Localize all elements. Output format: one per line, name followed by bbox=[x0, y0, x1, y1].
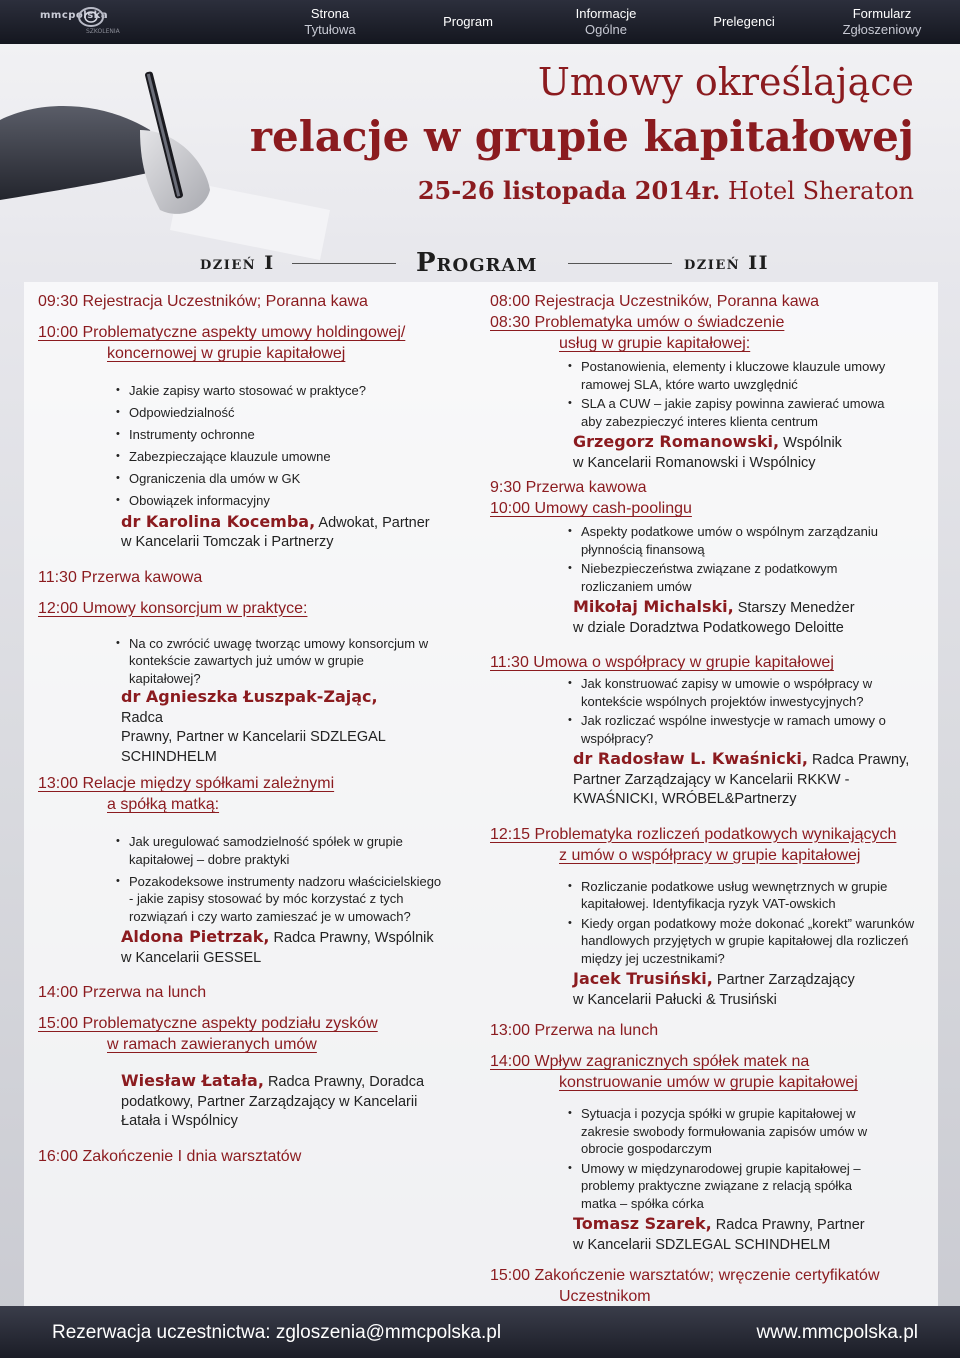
program-title: Program bbox=[416, 248, 538, 278]
speaker-firm: w Kancelarii Pałucki & Trusiński bbox=[573, 991, 777, 1008]
bullet-item: • Aspekty podatkowe umów o wspólnym zarządzaniu płynnością finansową bbox=[568, 523, 908, 558]
bullet-item: • Zabezpieczające klauzule umowne bbox=[116, 448, 458, 466]
speaker bbox=[573, 1214, 930, 1255]
day-2-column bbox=[490, 282, 930, 1307]
nav-item-speakers[interactable] bbox=[684, 0, 804, 44]
agenda-item-text: 15:00 Zakończenie warsztatów; wręczenie certyfikatów bbox=[490, 1267, 880, 1284]
speaker-firm: podatkowy, Partner Zarządzający w Kancelarii bbox=[121, 1093, 418, 1110]
speaker-role: Radca bbox=[121, 709, 163, 726]
speaker-firm: w Kancelarii Romanowski i Wspólnicy bbox=[573, 454, 816, 471]
bullet-item: • Na co zwrócić uwagę tworząc umowy konsorcjum w kontekście zawartych już umów w grupie kapitałowej? bbox=[116, 635, 436, 688]
agenda-item-title-cont: usług w grupie kapitałowej: bbox=[559, 335, 751, 352]
logo[interactable] bbox=[40, 6, 135, 36]
agenda-item bbox=[490, 1265, 930, 1307]
bullet-item: • Sytuacja i pozycja spółki w grupie kapitałowej w zakresie swobody formułowania zapisów umów w obrocie gospodarczym bbox=[568, 1105, 888, 1158]
logo-subtext: SZKOLENIA bbox=[86, 28, 120, 35]
event-date-venue bbox=[418, 176, 914, 205]
bullet-list bbox=[116, 833, 446, 925]
agenda-item-title: 10:00 Problematyczne aspekty umowy holdingowej/ bbox=[38, 324, 406, 341]
speaker-role: Adwokat, Partner bbox=[318, 514, 430, 531]
nav-item-program[interactable] bbox=[408, 0, 528, 44]
nav-label: Tytułowa bbox=[304, 22, 356, 37]
speaker-firm: KWAŚNICKI, WRÓBEL&Partnerzy bbox=[573, 791, 797, 807]
speaker-role: Radca Prawny, bbox=[812, 752, 910, 768]
speaker-name: Jacek Trusiński, bbox=[573, 969, 713, 988]
bullet-list bbox=[568, 878, 918, 968]
divider bbox=[292, 263, 396, 264]
event-date: 25-26 listopada 2014r. bbox=[417, 176, 721, 205]
agenda-item-title: 14:00 Wpływ zagranicznych spółek matek na bbox=[490, 1053, 810, 1070]
speaker-role: Radca Prawny, Wspólnik bbox=[273, 930, 434, 946]
speaker bbox=[573, 432, 930, 473]
speaker-firm: Partner Zarządzający w Kancelarii RKKW - bbox=[573, 771, 850, 788]
nav-label: Ogólne bbox=[585, 22, 627, 37]
speaker-name: dr Radosław L. Kwaśnicki, bbox=[573, 749, 808, 768]
title-line-2: relacje w grupie kapitałowej bbox=[249, 112, 914, 161]
nav-label: Informacje bbox=[575, 6, 637, 21]
agenda-item-title: 13:00 Relacje między spółkami zależnymi bbox=[38, 775, 335, 792]
speaker-firm: Łatała i Wspólnicy bbox=[121, 1113, 238, 1129]
speaker-role: Partner Zarządzający bbox=[716, 972, 855, 988]
bullet-item: • Pozakodeksowe instrumenty nadzoru właścicielskiego - jakie zapisy stosować by móc korzystać z tych rozwiązań i czy warto zamieszać je w umowach? bbox=[116, 873, 446, 926]
agenda-item bbox=[490, 498, 930, 519]
agenda-item-title: 12:15 Problematyka rozliczeń podatkowych wynikających bbox=[490, 825, 897, 843]
speaker-firm: w Kancelarii GESSEL bbox=[121, 949, 262, 966]
agenda-item-title-cont: a spółką matką: bbox=[107, 796, 220, 813]
agenda-item-text: 14:00 Przerwa na lunch bbox=[38, 984, 207, 1001]
agenda-item-text: 16:00 Zakończenie I dnia warsztatów bbox=[38, 1147, 302, 1165]
nav-label: Strona bbox=[310, 6, 350, 21]
bullet-item: • Postanowienia, elementy i kluczowe klauzule umowy ramowej SLA, które warto uwzględnić bbox=[568, 358, 908, 393]
agenda-item-title-cont: z umów o współpracy w grupie kapitałowej bbox=[559, 846, 861, 864]
footer bbox=[0, 1306, 960, 1358]
agenda-item-title-cont: konstruowanie umów w grupie kapitałowej bbox=[559, 1074, 858, 1091]
bullet-item: • Niebezpieczeństwa związane z podatkowym rozliczaniem umów bbox=[568, 560, 908, 595]
agenda-item bbox=[490, 824, 930, 866]
agenda-item bbox=[38, 773, 458, 815]
agenda-item-text: 13:00 Przerwa na lunch bbox=[490, 1022, 659, 1039]
speaker-firm: w Kancelarii SDZLEGAL SCHINDHELM bbox=[573, 1236, 831, 1253]
program-heading bbox=[0, 248, 960, 280]
bullet-item: • Kiedy organ podatkowy może dokonać „korekt” warunków handlowych przyjętych w grupie kapitałowej dla rozliczeń między jej uczestnikami? bbox=[568, 915, 918, 968]
speaker-firm: SCHINDHELM bbox=[121, 748, 217, 765]
bullet-item: • Umowy w międzynarodowej grupie kapitałowej – problemy praktyczne związane z relacją spółka matka – spółka córka bbox=[568, 1160, 888, 1213]
nav-item-title-page[interactable] bbox=[270, 0, 390, 44]
speaker bbox=[573, 597, 930, 638]
speaker-firm: w Kancelarii Tomczak i Partnerzy bbox=[121, 534, 334, 550]
agenda-item bbox=[38, 598, 458, 619]
nav-label: Program bbox=[443, 14, 493, 29]
bullet-item: • Rozliczanie podatkowe usług wewnętrznych w grupie kapitałowej. Identyfikacja ryzyk VAT-owskich bbox=[568, 878, 918, 913]
speaker-name: Wiesław Łatała, bbox=[121, 1071, 264, 1090]
nav-label: Formularz bbox=[852, 6, 912, 21]
agenda-item-title-cont: w ramach zawieranych umów bbox=[107, 1036, 317, 1053]
bullet-list bbox=[568, 1105, 888, 1212]
day-1-column bbox=[38, 282, 458, 1167]
nav-item-general-info[interactable] bbox=[546, 0, 666, 44]
agenda-item bbox=[38, 322, 458, 364]
speaker-firm: Prawny, Partner w Kancelarii SDZLEGAL bbox=[121, 729, 386, 745]
agenda-item-title: 12:00 Umowy konsorcjum w praktyce: bbox=[38, 599, 308, 617]
agenda-item-text: 09:30 Rejestracja Uczestników; Poranna kawa bbox=[38, 293, 368, 310]
agenda-item bbox=[38, 291, 458, 312]
agenda-item-title: 10:00 Umowy cash-poolingu bbox=[490, 500, 692, 517]
nav-item-registration-form[interactable] bbox=[822, 0, 942, 44]
day-2-label: dzień II bbox=[684, 252, 770, 274]
agenda-item-text: 9:30 Przerwa kawowa bbox=[490, 479, 647, 496]
divider bbox=[568, 263, 672, 264]
agenda-item-title: 15:00 Problematyczne aspekty podziału zysków bbox=[38, 1015, 378, 1032]
speaker-name: Tomasz Szarek, bbox=[573, 1214, 712, 1233]
agenda-item bbox=[38, 567, 458, 588]
speaker-firm: w dziale Doradztwa Podatkowego Deloitte bbox=[573, 619, 844, 636]
website-link[interactable]: www.mmcpolska.pl bbox=[756, 1322, 918, 1343]
agenda-item-text: 11:30 Przerwa kawowa bbox=[38, 568, 203, 586]
speaker bbox=[121, 927, 458, 968]
speaker-name: dr Agnieszka Łuszpak-Zając, bbox=[121, 687, 378, 706]
event-venue: Hotel Sheraton bbox=[728, 177, 914, 205]
registration-email-link[interactable]: Rezerwacja uczestnictwa: zgloszenia@mmcpolska.pl bbox=[52, 1322, 502, 1343]
nav-label: Prelegenci bbox=[713, 14, 775, 29]
bullet-item: • Jakie zapisy warto stosować w praktyce? bbox=[116, 382, 458, 400]
speaker bbox=[121, 1071, 441, 1132]
agenda-item-title: 11:30 Umowa o współpracy w grupie kapitałowej bbox=[490, 654, 834, 671]
speaker-name: Aldona Pietrzak, bbox=[121, 927, 270, 946]
bullet-item: • Jak uregulować samodzielność spółek w grupie kapitałowej – dobre praktyki bbox=[116, 833, 446, 868]
bullet-item: • Ograniczenia dla umów w GK bbox=[116, 470, 458, 488]
speaker bbox=[121, 687, 421, 767]
agenda-item bbox=[38, 982, 458, 1003]
logo-ring-icon bbox=[76, 6, 106, 28]
bullet-list bbox=[568, 523, 908, 595]
bullet-item: • Obowiązek informacyjny bbox=[116, 492, 458, 510]
speaker-name: Mikołaj Michalski, bbox=[573, 597, 734, 616]
day-1-label: dzień I bbox=[200, 252, 275, 274]
bullet-item: • Odpowiedzialność bbox=[116, 404, 458, 422]
agenda-item-text-cont: Uczestnikom bbox=[559, 1288, 651, 1305]
agenda-item-text: 08:00 Rejestracja Uczestników, Poranna kawa bbox=[490, 293, 820, 310]
speaker-name: dr Karolina Kocemba, bbox=[121, 511, 316, 531]
bullet-item: • Instrumenty ochronne bbox=[116, 426, 458, 444]
agenda-item-title-cont: koncernowej w grupie kapitałowej bbox=[107, 345, 346, 362]
agenda-item bbox=[490, 291, 930, 312]
bullet-list bbox=[116, 635, 436, 688]
speaker-role: Starszy Menedżer bbox=[737, 600, 855, 616]
agenda-item-title: 08:30 Problematyka umów o świadczenie bbox=[490, 314, 785, 331]
bullet-item: • SLA a CUW – jakie zapisy powinna zawierać umowa aby zabezpieczyć interes klienta centrum bbox=[568, 395, 908, 430]
agenda-item bbox=[490, 1051, 930, 1093]
agenda-item bbox=[38, 1013, 458, 1055]
bullet-item: • Jak konstruować zapisy w umowie o współpracy w kontekście wspólnych projektów inwestycyjnych? bbox=[568, 675, 908, 710]
agenda-item bbox=[490, 1020, 930, 1041]
speaker-role: Radca Prawny, Doradca bbox=[267, 1074, 425, 1090]
bullet-list bbox=[568, 675, 908, 747]
agenda-item bbox=[490, 312, 930, 354]
bullet-list bbox=[568, 358, 908, 430]
agenda-item bbox=[490, 477, 930, 498]
speaker-role: Wspólnik bbox=[783, 435, 842, 451]
bullet-list bbox=[116, 382, 458, 510]
nav-label: Zgłoszeniowy bbox=[842, 22, 922, 37]
bullet-item: • Jak rozliczać wspólne inwestycje w ramach umowy o współpracy? bbox=[568, 712, 908, 747]
agenda-item bbox=[490, 652, 930, 673]
speaker bbox=[573, 969, 930, 1010]
agenda-item bbox=[38, 1146, 458, 1167]
speaker-role: Radca Prawny, Partner bbox=[715, 1217, 865, 1233]
speaker bbox=[121, 512, 458, 553]
speaker-name: Grzegorz Romanowski, bbox=[573, 432, 780, 451]
speaker bbox=[573, 749, 930, 810]
top-nav bbox=[0, 0, 960, 44]
title-line-1: Umowy określające bbox=[537, 60, 914, 104]
logo-text: mmcpolska bbox=[40, 10, 109, 21]
